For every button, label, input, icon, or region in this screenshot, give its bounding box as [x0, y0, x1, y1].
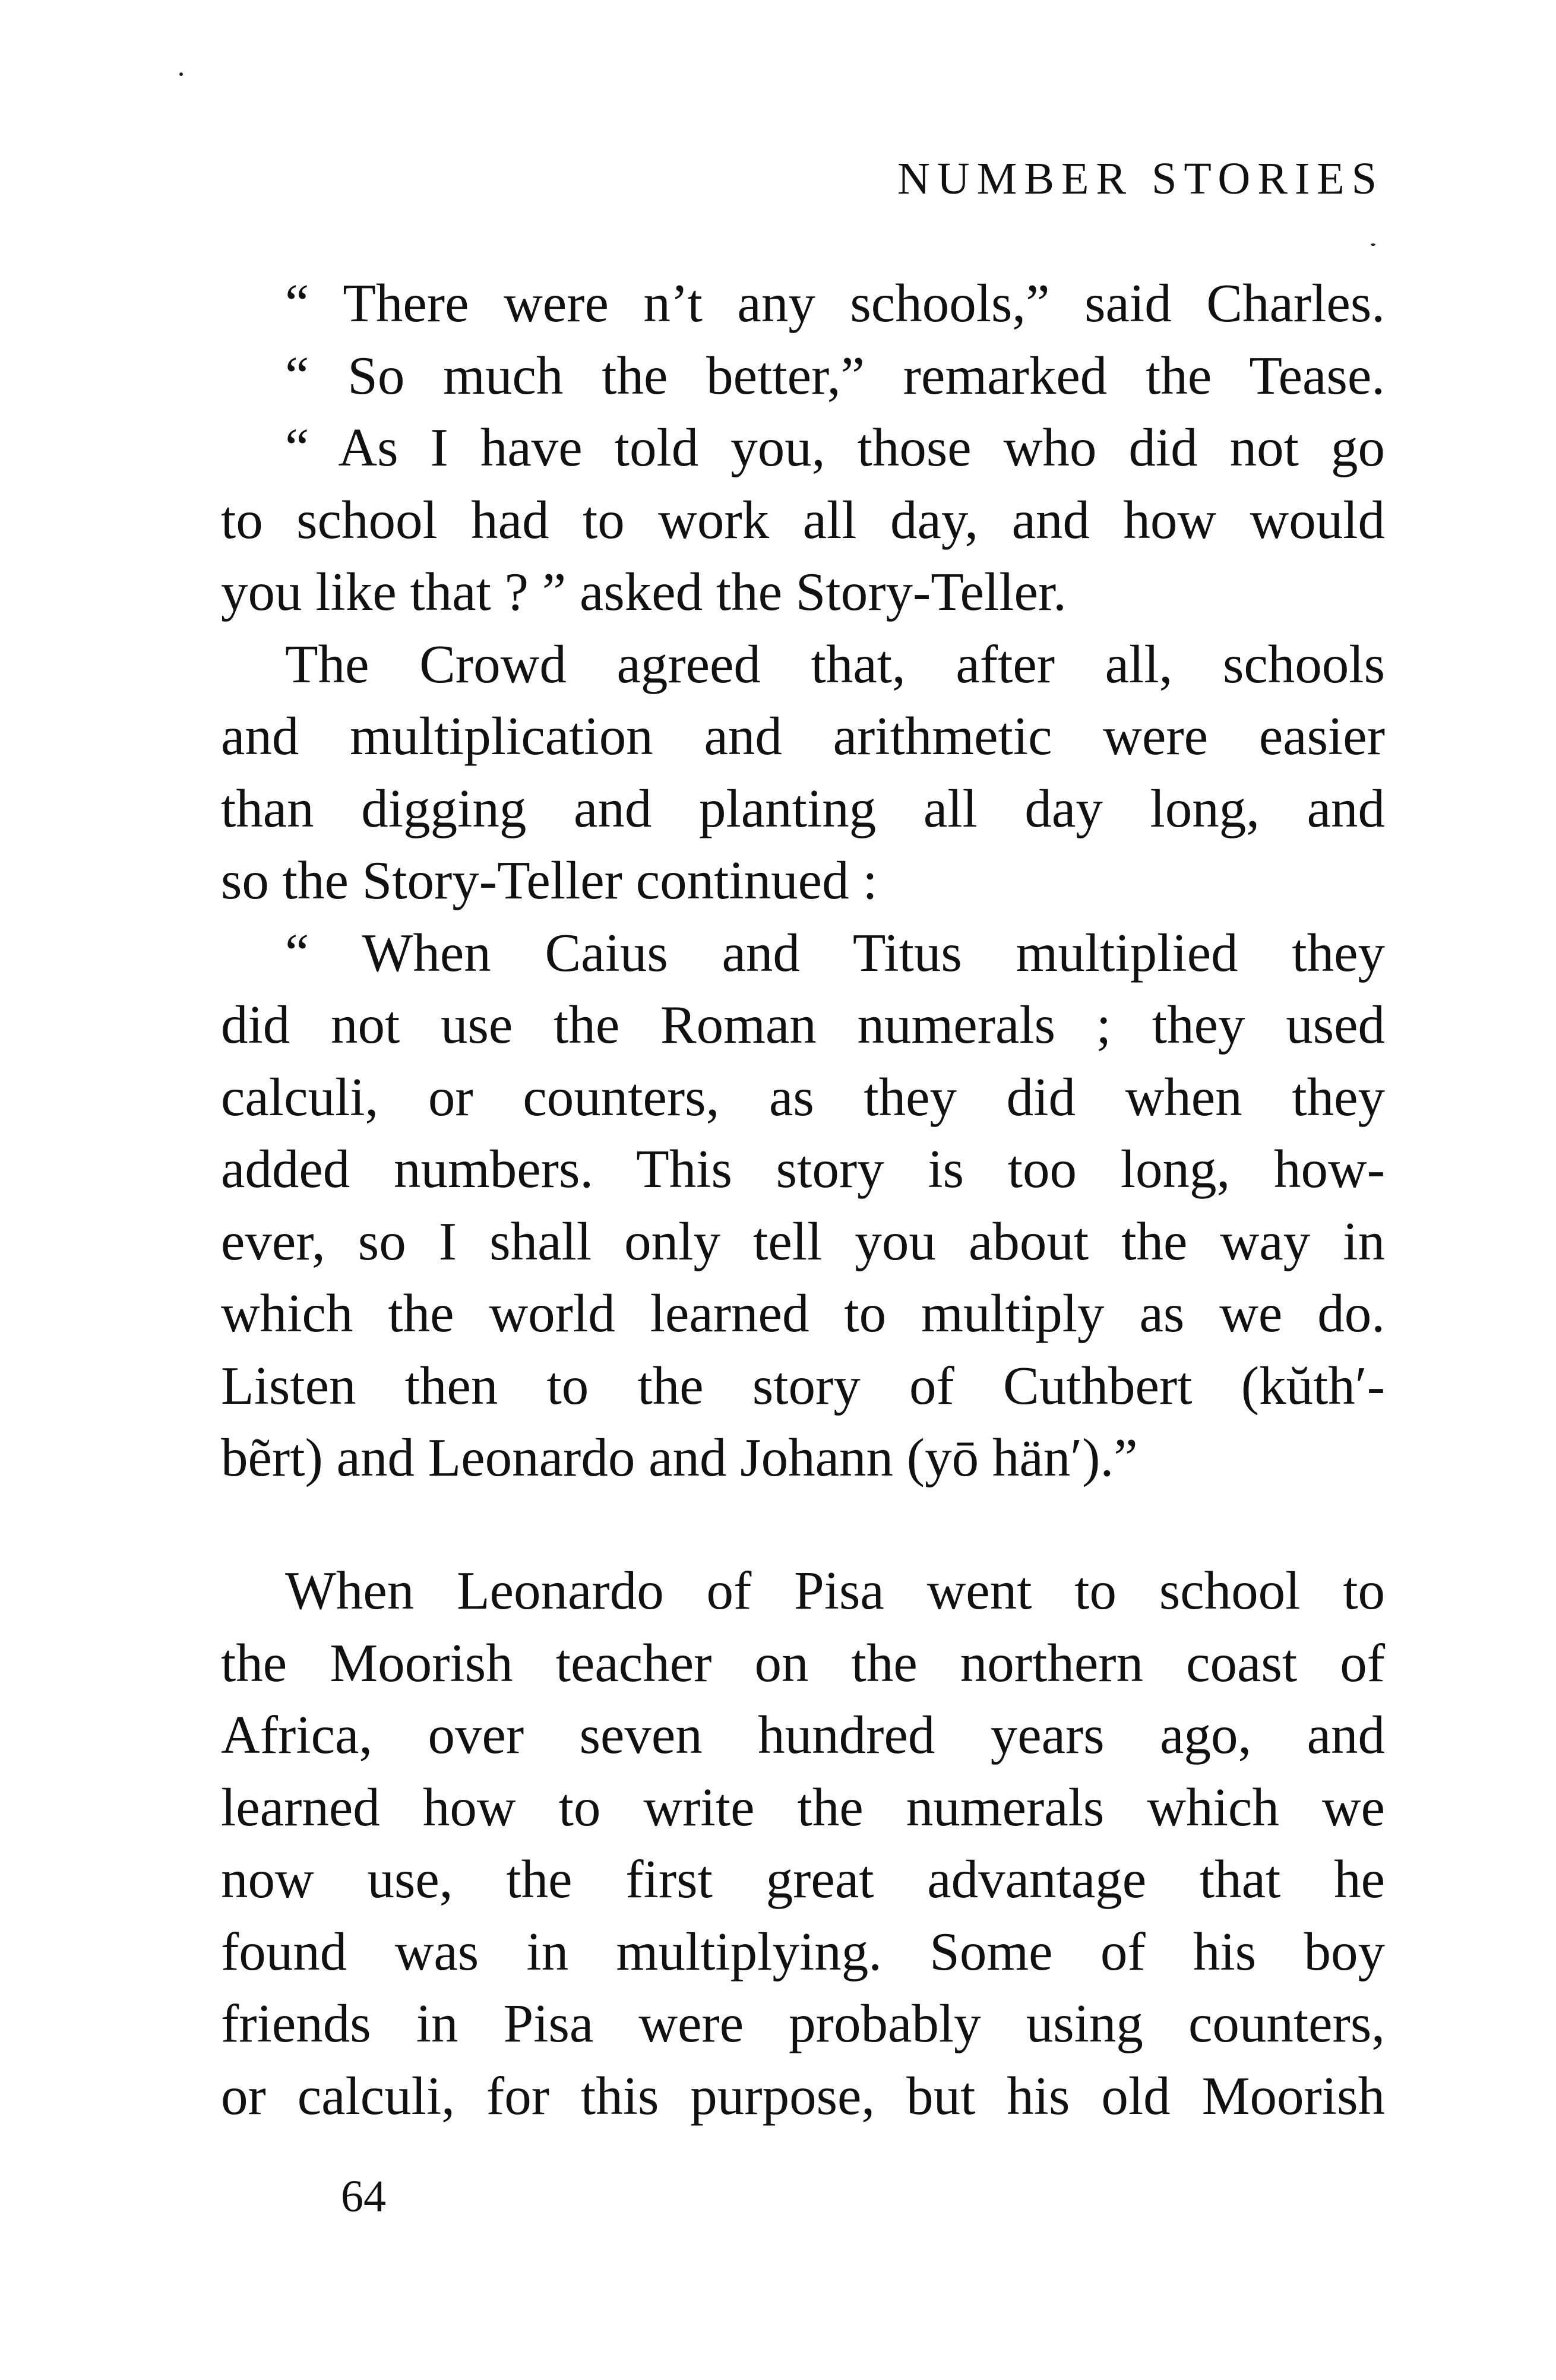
text-line: bẽrt) and Leonardo and Johann (yō hän′).” — [221, 1428, 1138, 1488]
text-line: calculi, or counters, as they did when they — [221, 1066, 1385, 1127]
text-line: to school had to work all day, and how would — [221, 489, 1385, 550]
text-line: so the Story-Teller continued : — [221, 850, 878, 910]
text-line: and multiplication and arithmetic were easier — [221, 706, 1385, 766]
page-number: 64 — [341, 2172, 386, 2221]
text-block-dialogue — [221, 267, 1385, 1494]
text-line: found was in multiplying. Some of his boy — [221, 1921, 1385, 1982]
text-line: learned how to write the numerals which we — [221, 1777, 1385, 1837]
text-line: The Crowd agreed that, after all, schools — [285, 634, 1385, 694]
text-line: “ As I have told you, those who did not go — [285, 417, 1385, 477]
text-line: did not use the Roman numerals ; they used — [221, 995, 1385, 1055]
text-line: than digging and planting all day long, and — [221, 778, 1385, 838]
text-line: Africa, over seven hundred years ago, and — [221, 1705, 1385, 1765]
print-speck — [1371, 243, 1375, 246]
text-line: you like that ? ” asked the Story-Teller. — [221, 562, 1067, 622]
text-line: friends in Pisa were probably using counters, — [221, 1993, 1385, 2053]
print-speck — [179, 72, 183, 76]
text-line: “ So much the better,” remarked the Tease. — [285, 345, 1385, 406]
text-line: now use, the first great advantage that he — [221, 1849, 1385, 1909]
text-line: “ When Caius and Titus multiplied they — [285, 922, 1385, 983]
text-line: When Leonardo of Pisa went to school to — [285, 1561, 1385, 1621]
text-line: or calculi, for this purpose, but his old Moorish — [221, 2065, 1385, 2126]
text-line: which the world learned to multiply as we do. — [221, 1283, 1385, 1343]
running-title: NUMBER STORIES — [897, 154, 1384, 204]
text-line: ever, so I shall only tell you about the way in — [221, 1211, 1385, 1271]
text-line: “ There were n’t any schools,” said Charles. — [285, 273, 1385, 333]
text-block-narrative — [221, 1555, 1385, 2132]
text-line: the Moorish teacher on the northern coast of — [221, 1632, 1385, 1693]
text-line: added numbers. This story is too long, how- — [221, 1139, 1385, 1199]
text-line: Listen then to the story of Cuthbert (kŭth′- — [221, 1355, 1385, 1416]
